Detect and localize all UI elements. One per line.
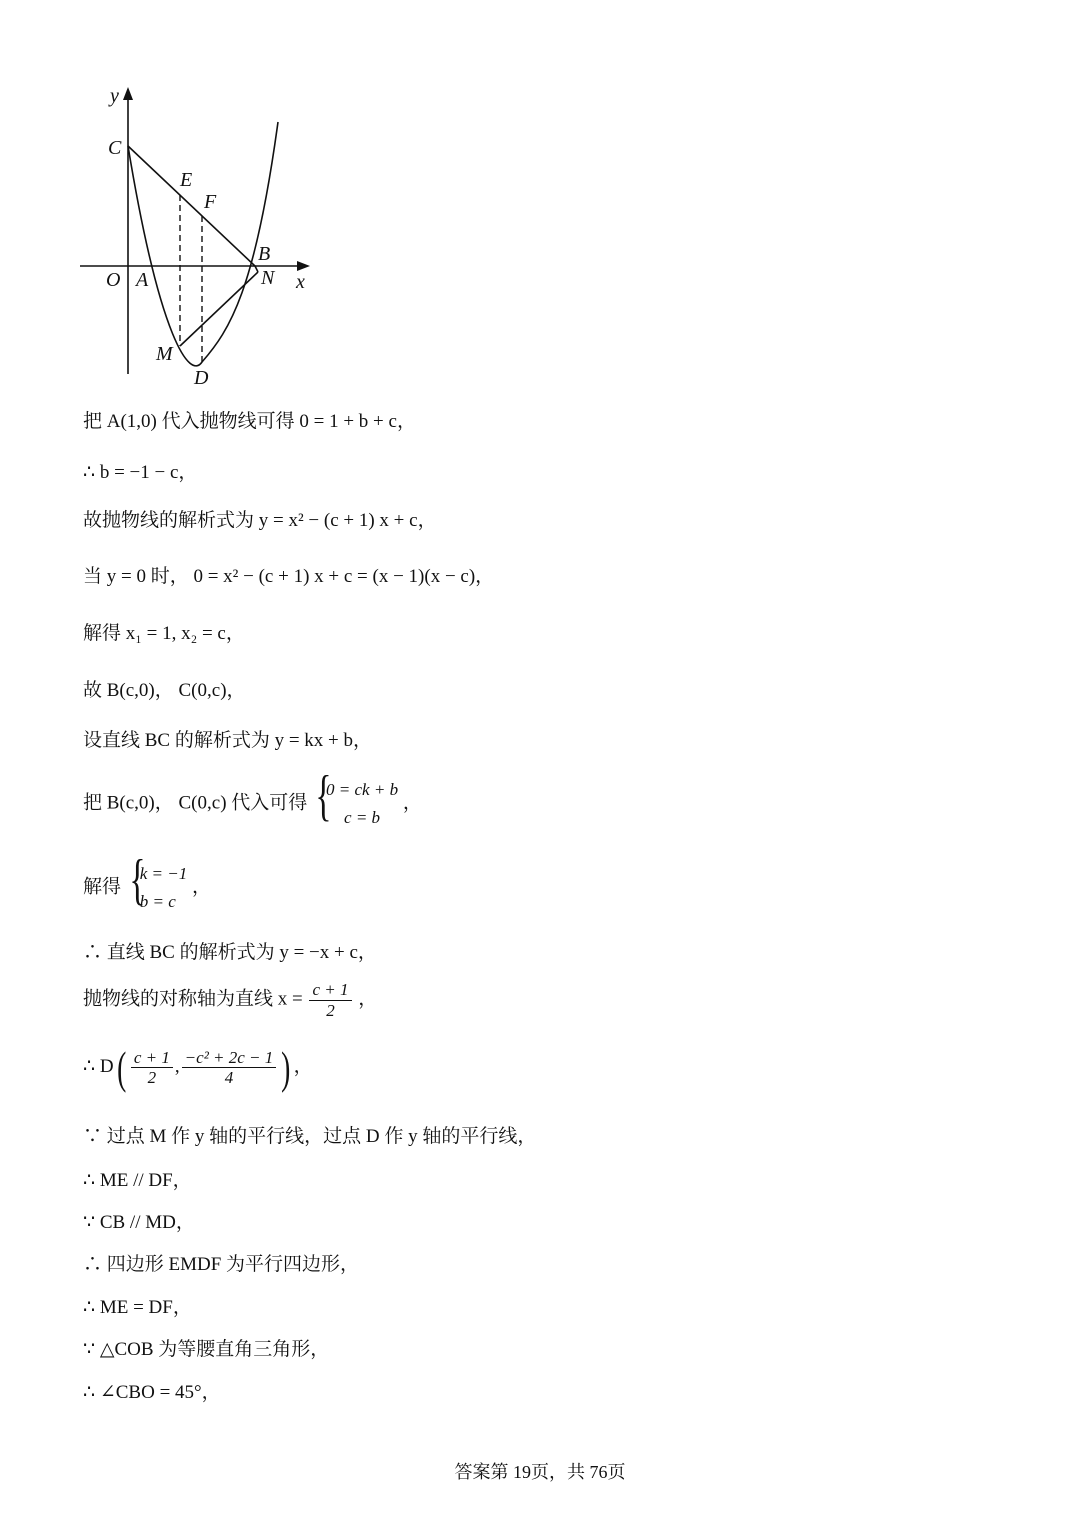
line-points-bc: 故 B(c,0)， C(0,c)， bbox=[83, 680, 246, 701]
d-open-paren: ( bbox=[116, 1042, 126, 1093]
label-b: B bbox=[258, 243, 271, 265]
label-n: N bbox=[261, 267, 275, 289]
axis-suffix: ， bbox=[358, 988, 378, 1010]
d-frac1 bbox=[131, 1048, 173, 1088]
line-parabola-expr: 故抛物线的解析式为 y = x² − (c + 1) x + c， bbox=[83, 510, 437, 531]
line-cb-md-parallel: ∵ CB // MD， bbox=[83, 1212, 195, 1233]
line-substitute-a: 把 A(1,0) 代入抛物线可得 0 = 1 + b + c， bbox=[83, 411, 416, 432]
label-x: x bbox=[296, 271, 305, 293]
d-den1: 2 bbox=[147, 1068, 157, 1088]
d-suffix: ， bbox=[293, 1055, 313, 1077]
label-f: F bbox=[204, 191, 217, 213]
line-bc-result: ∴ 直线 BC 的解析式为 y = −x + c， bbox=[83, 942, 377, 963]
d-frac2 bbox=[182, 1048, 277, 1088]
line-bn bbox=[255, 266, 258, 272]
label-a: A bbox=[136, 269, 149, 291]
line-axis bbox=[83, 980, 377, 1020]
axis-fraction bbox=[309, 980, 351, 1020]
axis-den: 2 bbox=[326, 1000, 335, 1020]
system1-eq2: c = b bbox=[344, 808, 381, 827]
system2-eq1: { k = −1 bbox=[139, 864, 188, 883]
line-b-value: ∴ b = −1 − c， bbox=[83, 462, 198, 483]
y-axis-arrow bbox=[123, 87, 133, 100]
label-d: D bbox=[194, 367, 209, 389]
parabola-figure bbox=[70, 80, 330, 390]
system2-prefix: 解得 bbox=[83, 876, 122, 898]
system1-suffix: ， bbox=[402, 792, 422, 814]
line-set-bc: 设直线 BC 的解析式为 y = kx + b， bbox=[83, 730, 373, 751]
label-c: C bbox=[108, 137, 122, 159]
system1-brace bbox=[312, 776, 398, 832]
d-close-paren: ) bbox=[281, 1042, 291, 1093]
parabola-curve bbox=[128, 122, 278, 366]
line-me-eq-df: ∴ ME = DF， bbox=[83, 1297, 192, 1318]
line-d-point: ∴ D( $\frac{c + 1}{2}$ , $\frac{\text{−c² + 2c − 1}}{4}$ ) ， bbox=[83, 1040, 313, 1095]
system2-eq2: b = c bbox=[139, 892, 176, 911]
label-e: E bbox=[180, 169, 193, 191]
line-mn bbox=[180, 272, 258, 346]
label-y: y bbox=[110, 85, 119, 107]
axis-num: c + 1 bbox=[309, 980, 351, 1001]
page-footer: 答案第 19页，共 76页 bbox=[454, 1462, 626, 1482]
label-o: O bbox=[106, 269, 121, 291]
d-num2: −c² + 2c − 1 bbox=[182, 1048, 277, 1069]
line-angle: ∴ ∠CBO = 45°， bbox=[83, 1382, 221, 1403]
system2-suffix: ， bbox=[192, 876, 212, 898]
line-parallelogram: ∴ 四边形 EMDF 为平行四边形， bbox=[83, 1254, 360, 1275]
label-m: M bbox=[156, 343, 173, 365]
system-substitute bbox=[83, 776, 422, 832]
system1-prefix: 把 B(c,0)， C(0,c) 代入可得 bbox=[83, 792, 308, 814]
system2-brace bbox=[126, 860, 188, 916]
line-me-df-parallel: ∴ ME // DF， bbox=[83, 1170, 192, 1191]
axis-prefix: 抛物线的对称轴为直线 x = bbox=[83, 988, 303, 1010]
line-roots: 解得 x₁ = 1, x₂ = c， bbox=[83, 623, 245, 644]
d-num1: c + 1 bbox=[131, 1048, 173, 1069]
d-prefix: ∴ D bbox=[83, 1055, 114, 1077]
d-den2: 4 bbox=[224, 1068, 234, 1088]
line-parallel-lines: ∵ 过点 M 作 y 轴的平行线，过点 D 作 y 轴的平行线， bbox=[83, 1126, 537, 1147]
system-solve bbox=[83, 860, 211, 916]
system1-eq1: { 0 = ck + b bbox=[326, 780, 399, 799]
x-axis-arrow bbox=[297, 261, 310, 271]
line-y-zero: 当 y = 0 时， 0 = x² − (c + 1) x + c = (x − 1)(x − c)， bbox=[83, 566, 495, 587]
line-isosceles: ∵ △COB 为等腰直角三角形， bbox=[83, 1339, 330, 1360]
